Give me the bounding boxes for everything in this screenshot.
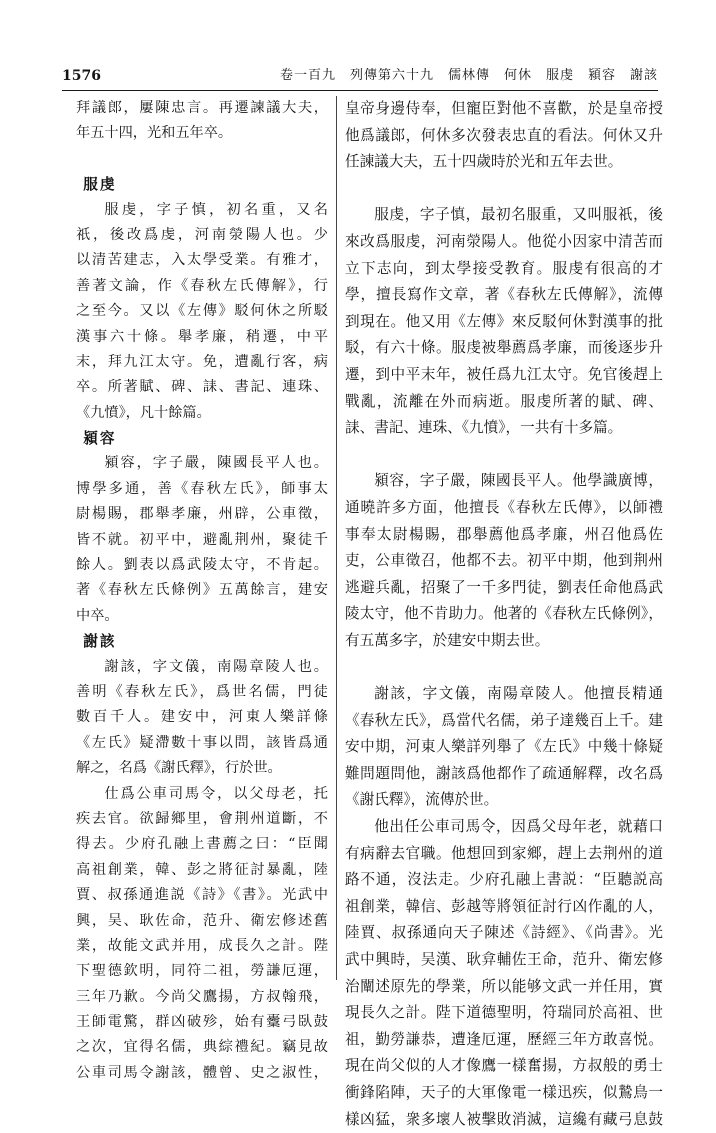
text-line: 善著文論，作《春秋左氏傳解》，行	[76, 277, 328, 294]
paragraph-gap	[345, 654, 663, 681]
text-line: 皇帝身邊侍奉，但寵臣對他不喜歡，於是皇帝授	[345, 100, 663, 117]
text-line: 謝該，字文儀，南陽章陵人也。	[104, 658, 328, 675]
text-line: 公車司馬令謝該，體曾、史之淑性，	[76, 1064, 328, 1081]
text-line: 《九憤》，凡十餘篇。	[76, 404, 211, 421]
text-line: 有五萬多字，於建安中期去世。	[345, 631, 550, 649]
paragraph-gap	[345, 176, 663, 203]
text-line: 得去。少府孔融上書薦之曰：“臣聞	[76, 836, 328, 853]
text-line: 治闡述原先的學業，所以能够文武一并任用，實	[345, 977, 663, 995]
text-line: 《春秋左氏》，爲當代名儒，弟子達幾百上千。建	[345, 711, 663, 729]
text-line: 以清苦建志，入太學受業。有雅才，	[76, 252, 328, 269]
text-line: 誄、書記、連珠、《九憤》，一共有十多篇。	[345, 419, 623, 437]
text-line: 現長久之計。陛下道德聖明，符瑞同於高祖、世	[345, 1004, 663, 1022]
text-line: 潁容，字子嚴，陳國長平人。他學識廣博，	[374, 472, 663, 490]
text-line: 仕爲公車司馬令，以父母老，托	[104, 785, 328, 802]
text-line: 路不通，沒法走。少府孔融上書説：“臣聽説高	[345, 871, 663, 889]
text-line: 漢事六十條。舉孝廉，稍遷，中平	[76, 328, 328, 345]
biography-heading: 服虔	[83, 176, 117, 194]
text-line: 祖，勤勞謙恭，遭逢厄運，歷經三年方敢喜悦。	[345, 1030, 663, 1048]
column-divider	[336, 96, 337, 980]
text-line: 善明《春秋左氏》，爲世名儒，門徒	[76, 683, 328, 700]
text-line: 樣凶猛，衆多壞人被擊敗消滅，這纔有藏弓息鼓	[345, 1110, 663, 1128]
biography-heading: 謝該	[83, 633, 117, 651]
text-line: 潁容，字子嚴，陳國長平人也。	[104, 455, 328, 472]
text-line: 服虔，字子慎，最初名服重，又叫服祇，後	[374, 206, 663, 224]
page-header	[62, 66, 658, 88]
text-line: 衝鋒陷陣，天子的大軍像電一樣迅疾，似鷙鳥一	[345, 1083, 663, 1101]
text-line: 下聖德欽明，同符二祖，勞謙厄運，	[76, 963, 328, 980]
text-line: 謝該，字文儀，南陽章陵人。他擅長精通	[374, 685, 663, 703]
text-line: 王師電驚，群凶破殄，始有櫜弓臥鼓	[76, 1014, 328, 1031]
text-line: 有病辭去官職。他想回到家鄉，趕上去荆州的道	[345, 844, 663, 862]
text-line: 中卒。	[76, 607, 119, 624]
text-line: 陸賈、叔孫通向天子陳述《詩經》、《尚書》。光	[345, 924, 663, 942]
text-line: 到現在。他又用《左傳》來反駁何休對漢事的批	[345, 312, 663, 330]
text-line: 通曉許多方面，他擅長《春秋左氏傳》，以師禮	[345, 498, 663, 516]
text-line: 現在尚父似的人才像鷹一樣奮揚，方叔般的勇士	[345, 1057, 663, 1075]
translation-column	[345, 96, 663, 1133]
text-line: 逃避兵亂，招聚了一千多門徒，劉表任命他爲武	[345, 578, 663, 596]
text-line: 吏，公車徵召，他都不去。初平中期，他到荆州	[345, 552, 663, 570]
text-line: 事奉太尉楊賜，郡舉薦他爲孝廉，州召他爲佐	[345, 525, 663, 543]
text-line: 之至今。又以《左傳》駁何休之所駁	[76, 303, 328, 320]
text-line: 卒。所著賦、碑、誄、書記、連珠、	[76, 379, 328, 396]
text-line: 賈、叔孫通進説《詩》《書》。光武中	[76, 887, 328, 904]
text-line: 皆不就。初平中，避亂荆州，聚徒千	[76, 531, 328, 548]
text-line: 興，吴、耿佐命，范升、衛宏修述舊	[76, 912, 328, 929]
text-line: 三年乃歉。今尚父鷹揚，方叔翰飛，	[76, 988, 328, 1005]
text-line: 餘人。劉表以爲武陵太守，不肯起。	[76, 557, 328, 574]
classical-text-column	[76, 96, 328, 1086]
text-line: 尉楊賜，郡舉孝廉，州辟，公車徵，	[76, 506, 328, 523]
paragraph-gap	[76, 147, 328, 172]
text-line: 來改爲服虔，河南滎陽人。他從小因家中清苦而	[345, 232, 663, 250]
text-line: 立下志向，到太學接受教育。服虔有很高的才	[345, 259, 663, 277]
text-line: 服虔，字子慎，初名重，又名	[104, 201, 328, 218]
paragraph-gap	[345, 442, 663, 469]
text-line: 安中期，河東人樂詳列舉了《左氏》中幾十條疑	[345, 738, 663, 756]
text-line: 末，拜九江太守。免，遭亂行客，病	[76, 353, 328, 370]
text-line: 武中興時，吴漢、耿弇輔佐王命，范升、衛宏修	[345, 951, 663, 968]
text-line: 祖創業，韓信、彭越等將領征討行凶作亂的人，	[345, 897, 663, 915]
text-line: 之次，宜得名儒，典綜禮紀。竊見故	[76, 1039, 328, 1056]
text-line: 年五十四，光和五年卒。	[76, 125, 233, 142]
text-line: 著《春秋左氏條例》五萬餘言，建安	[76, 582, 328, 599]
text-line: 難問題問他，謝該爲他都作了疏通解釋，改名爲	[345, 764, 663, 782]
text-line: 拜議郎，屢陳忠言。再遷諫議大夫，	[76, 100, 328, 116]
text-line: 遷，到中平末年，被任爲九江太守。免官後趕上	[345, 365, 663, 383]
biography-heading: 潁容	[83, 430, 117, 448]
text-line: 他爲議郎，何休多次發表忠直的看法。何休又升	[345, 126, 663, 144]
text-line: 陵太守，他不肯助力。他著的《春秋左氏條例》，	[345, 605, 663, 623]
text-line: 疾去官。欲歸鄉里，會荆州道斷，不	[76, 810, 328, 827]
text-line: 他出任公車司馬令，因爲父母年老，就藉口	[374, 818, 663, 836]
text-line: 數百千人。建安中，河東人樂詳條	[76, 709, 328, 726]
text-line: 博學多通，善《春秋左氏》，師事太	[76, 480, 328, 497]
text-line: 戰亂，流離在外而病逝。服虔所著的賦、碑、	[345, 392, 663, 410]
text-line: 祇，後改爲虔，河南滎陽人也。少	[76, 226, 328, 243]
text-line: 業，故能文武并用，成長久之計。陛	[76, 937, 328, 954]
running-head: 卷一百九 列傳第六十九 儒林傳 何休 服虔 潁容 謝該	[279, 68, 658, 83]
text-line: 《謝氏釋》，流傳於世。	[345, 791, 499, 809]
text-line: 任諫議大夫，五十四歲時於光和五年去世。	[345, 153, 623, 171]
text-line: 《左氏》疑滯數十事以問，該皆爲通	[76, 734, 328, 751]
page-number: 1576	[62, 68, 101, 84]
text-line: 解之，名爲《謝氏釋》，行於世。	[76, 760, 282, 777]
text-line: 學，擅長寫作文章，著《春秋左氏傳解》，流傳	[345, 286, 663, 304]
header-rule	[62, 90, 658, 91]
text-line: 駁，有六十條。服虔被舉薦爲孝廉，而後逐步升	[345, 339, 663, 357]
text-line: 高祖創業，韓、彭之將征討暴亂，陸	[76, 861, 328, 878]
